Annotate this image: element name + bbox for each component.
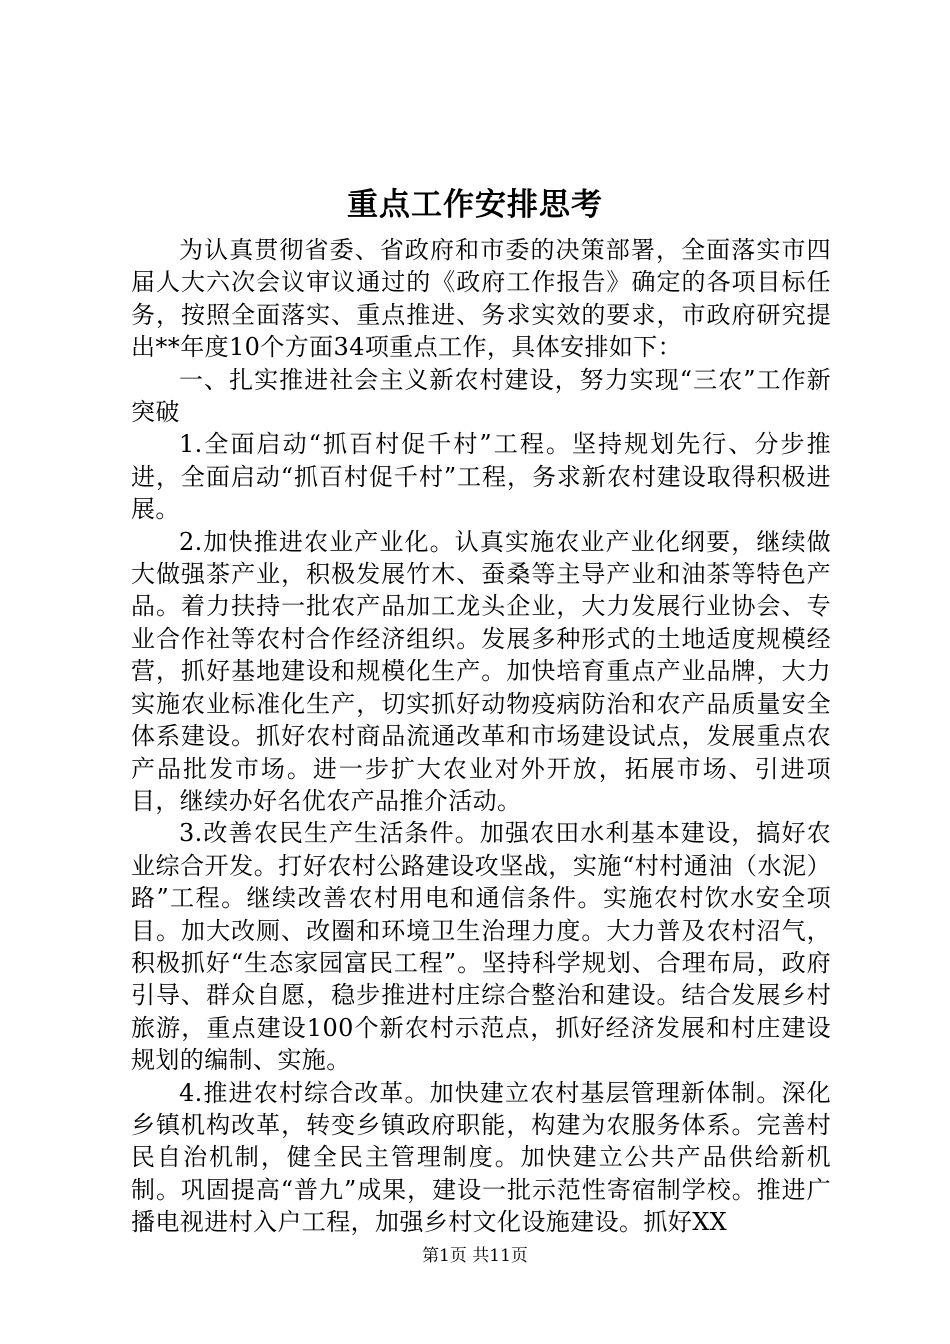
body-paragraph: 1.全面启动“抓百村促千村”工程。坚持规划先行、分步推进，全面启动“抓百村促千村”工程，务求新农村建设取得积极进展。 xyxy=(131,430,831,524)
body-paragraph: 4.推进农村综合改革。加快建立农村基层管理新体制。深化乡镇机构改革，转变乡镇政府职能，构建为农服务体系。完善村民自治机制，健全民主管理制度。加快建立公共产品供给新机制。巩固提高“普九”成果，建设一批示范性寄宿制学校。推进广播电视进村入户工程，加强乡村文化设施建设。抓好XX xyxy=(131,1078,831,1237)
document-title: 重点工作安排思考 xyxy=(347,187,603,223)
document-body xyxy=(131,234,831,1239)
body-paragraph: 3.改善农民生产生活条件。加强农田水利基本建设，搞好农业综合开发。打好农村公路建设攻坚战，实施“村村通油（水泥）路”工程。继续改善农村用电和通信条件。实施农村饮水安全项目。加大改厕、改圈和环境卫生治理力度。大力普及农村沼气，积极抓好“生态家园富民工程”。坚持科学规划、合理布局，政府引导、群众自愿，稳步推进村庄综合整治和建设。结合发展乡村旅游，重点建设100个新农村示范点，抓好经济发展和村庄建设规划的编制、实施。 xyxy=(131,819,831,1075)
page-number: 第1页 共11页 xyxy=(422,1246,528,1266)
intro-paragraph: 为认真贯彻省委、省政府和市委的决策部署，全面落实市四届人大六次会议审议通过的《政府工作报告》确定的各项目标任务，按照全面落实、重点推进、务求实效的要求，市政府研究提出**年度10个方面34项重点工作，具体安排如下： xyxy=(131,236,831,362)
body-paragraph: 2.加快推进农业产业化。认真实施农业产业化纲要，继续做大做强茶产业，积极发展竹木、蚕桑等主导产业和油茶等特色产品。着力扶持一批农产品加工龙头企业，大力发展行业协会、专业合作社等农村合作经济组织。发展多种形式的土地适度规模经营，抓好基地建设和规模化生产。加快培育重点产业品牌，大力实施农业标准化生产，切实抓好动物疫病防治和农产品质量安全体系建设。抓好农村商品流通改革和市场建设试点，发展重点农产品批发市场。进一步扩大农业对外开放，拓展市场、引进项目，继续办好名优农产品推介活动。 xyxy=(131,527,831,815)
section-heading: 一、扎实推进社会主义新农村建设，努力实现“三农”工作新突破 xyxy=(131,365,831,427)
